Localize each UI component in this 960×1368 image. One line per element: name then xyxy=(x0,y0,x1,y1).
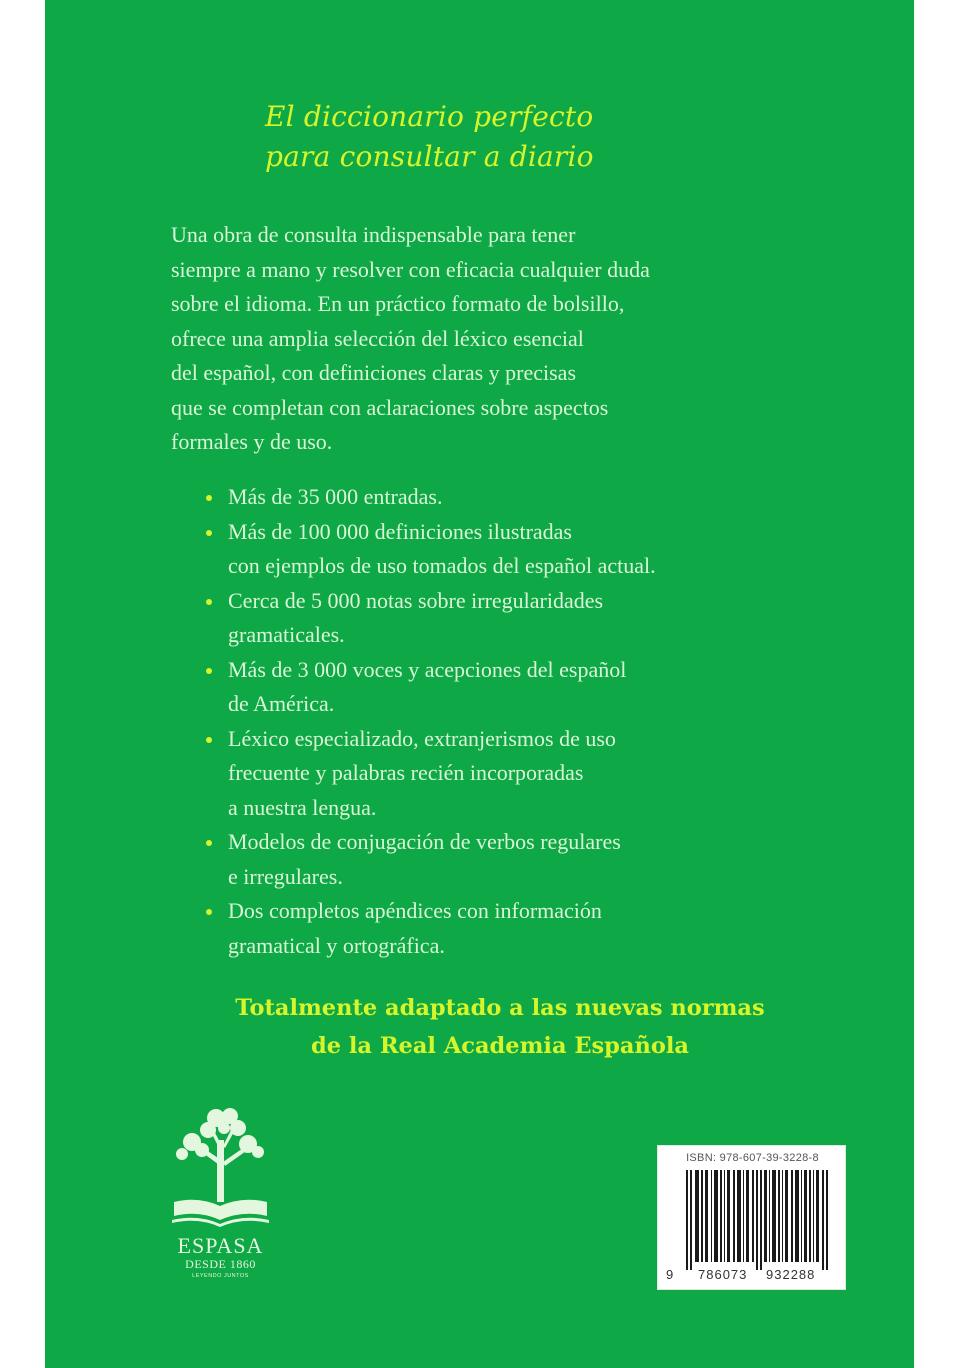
intro-line: del español, con definiciones claras y precisas xyxy=(171,360,577,385)
ean-right-digits: 932288 xyxy=(766,1267,816,1282)
feature-list xyxy=(206,480,826,963)
intro-line: formales y de uso. xyxy=(171,429,333,454)
bullet-icon xyxy=(206,530,212,536)
bullet-icon xyxy=(206,668,212,674)
intro-paragraph xyxy=(171,218,821,460)
feature-item: Más de 3 000 voces y acepciones del español de América. xyxy=(206,653,826,722)
bullet-icon xyxy=(206,737,212,743)
intro-line: que se completan con aclaraciones sobre aspectos xyxy=(171,394,609,420)
feature-item: Dos completos apéndices con información gramatical y ortográfica. xyxy=(206,894,826,963)
tagline-line: para consultar a diario xyxy=(265,140,594,173)
publisher-logo xyxy=(168,1100,273,1290)
feature-item: Modelos de conjugación de verbos regulares e irregulares. xyxy=(206,825,826,894)
isbn-label: ISBN: 978-607-39-3228-8 xyxy=(686,1152,819,1164)
publisher-motto: LEYENDO JUNTOS xyxy=(192,1273,249,1279)
bullet-icon xyxy=(206,909,212,915)
barcode-bars-icon xyxy=(686,1170,836,1270)
rae-statement: Totalmente adaptado a las nuevas normas de la Real Academia Española xyxy=(235,995,765,1059)
publisher-since: DESDE 1860 xyxy=(185,1257,256,1271)
tagline-line: El diccionario perfecto xyxy=(265,100,594,133)
intro-line: ofrece una amplia selección del léxico esencial xyxy=(171,325,584,351)
ean-left-digits: 786073 xyxy=(698,1267,748,1282)
bullet-icon xyxy=(206,495,212,501)
intro-line: Una obra de consulta indispensable para tener xyxy=(171,222,576,247)
bullet-icon xyxy=(206,599,212,605)
publisher-name: ESPASA xyxy=(177,1233,264,1258)
feature-item: Léxico especializado, extranjerismos de uso frecuente y palabras recién incorporadas a nuestra lengua. xyxy=(206,722,826,826)
feature-item: Más de 35 000 entradas. xyxy=(206,480,826,515)
feature-item: Más de 100 000 definiciones ilustradas con ejemplos de uso tomados del español actual. xyxy=(206,515,826,584)
tagline xyxy=(265,97,594,177)
intro-line: sobre el idioma. En un práctico formato de bolsillo, xyxy=(171,291,625,316)
isbn-barcode xyxy=(657,1145,846,1290)
feature-item: Cerca de 5 000 notas sobre irregularidades gramaticales. xyxy=(206,584,826,653)
intro-line: siempre a mano y resolver con eficacia cualquier duda xyxy=(171,256,650,282)
ean-first-digit: 9 xyxy=(666,1267,674,1282)
tree-book-icon xyxy=(168,1100,273,1235)
bullet-icon xyxy=(206,840,212,846)
